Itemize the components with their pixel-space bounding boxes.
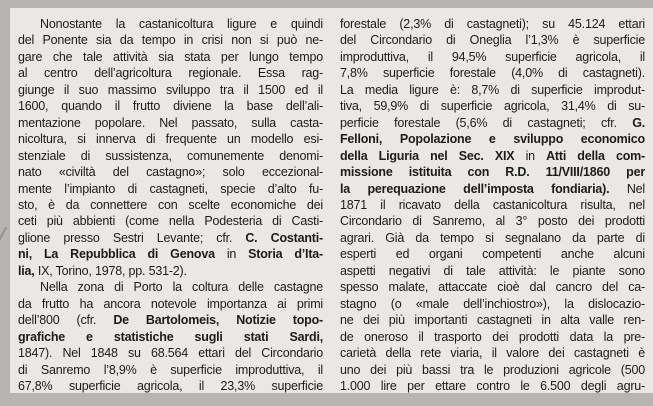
text-line <box>340 181 645 197</box>
text-line <box>340 49 645 65</box>
body-text: di Sanremo l’8,9% è superficie improduttiva, il <box>18 362 323 377</box>
text-line <box>18 263 323 279</box>
body-text: Nonostante la castanicoltura ligure e quindi <box>40 17 323 31</box>
body-text: uno dei più bassi tra le produzioni agricole (500 <box>340 362 645 377</box>
text-line <box>18 131 323 147</box>
body-text: tiva, 59,9% di superficie agricola, 31,4% di su- <box>340 99 645 114</box>
body-text: agrari. Già da tempo si segnalano da parte di <box>340 230 645 245</box>
text-line <box>340 378 645 394</box>
text-line <box>18 345 323 361</box>
body-text: in <box>514 148 547 163</box>
text-column-left <box>18 16 323 393</box>
body-text: gare che tale attività sia stata per lungo tempo <box>18 49 323 64</box>
text-line <box>340 246 645 262</box>
body-text: da frutto ha ancora notevole importanza ai primi <box>18 296 323 311</box>
two-column-text-block <box>18 16 645 393</box>
text-line <box>340 65 645 81</box>
text-line <box>18 49 323 65</box>
body-text: spesso malate, attaccate cioè dal cancro del ca- <box>340 280 645 295</box>
text-line <box>18 181 323 197</box>
bold-citation-text: missione istituita con R.D. 11/VIII/1860 per <box>340 165 645 180</box>
text-line <box>340 296 645 312</box>
text-line <box>340 312 645 328</box>
body-text: aspetti negativi di tale attività: le piante sono <box>340 263 645 278</box>
body-text: dell’800 (cfr. <box>18 313 114 328</box>
bold-citation-text: Storia d’Ita- <box>248 247 323 262</box>
text-line <box>18 16 323 32</box>
body-text: in <box>214 247 249 262</box>
body-text: Nel <box>609 181 645 196</box>
body-text: Nella zona di Porto la coltura delle castagne <box>40 280 323 295</box>
body-text: de oneroso il trasporto dei prodotti data la pre- <box>340 329 645 344</box>
body-text: del Circondario di Oneglia l’1,3% è superficie <box>340 33 645 48</box>
bold-citation-text: lia, <box>18 263 35 278</box>
body-text: perficie forestale (5,6% di castagneti; cfr. <box>340 115 633 130</box>
text-line <box>340 16 645 32</box>
text-line <box>340 131 645 147</box>
text-line <box>18 329 323 345</box>
bold-citation-text: Felloni, Popolazione e sviluppo economico <box>340 132 645 147</box>
text-line <box>18 213 323 229</box>
body-text: giunge il suo massimo sviluppo tra il 1500 ed il <box>18 82 323 97</box>
text-line <box>340 32 645 48</box>
text-line <box>18 378 323 394</box>
text-line <box>340 345 645 361</box>
bold-citation-text: Atti della com- <box>546 148 645 163</box>
text-line <box>18 230 323 246</box>
bold-citation-text: C. Costanti- <box>245 230 323 245</box>
text-line <box>340 148 645 164</box>
text-line <box>18 197 323 213</box>
body-text: mentazione popolare. Nel passato, sulla casta- <box>18 115 323 130</box>
bold-citation-text: ni, La Repubblica di Genova <box>18 247 215 262</box>
body-text: al centro dell’agricoltura regionale. Essa rag- <box>18 66 323 81</box>
body-text: Circondario di Sanremo, al 3° posto dei prodotti <box>340 214 645 229</box>
text-line <box>340 329 645 345</box>
bold-citation-text: grafiche e statistiche sugli stati Sardi, <box>18 329 323 344</box>
text-line <box>18 362 323 378</box>
body-text: esperti ed organi competenti anche alcuni <box>340 247 645 262</box>
body-text: forestale (2,3% di castagneti); su 45.124 ettari <box>340 17 645 31</box>
body-text: mente l’impianto di castagneti, specie d’alto fu- <box>18 181 323 196</box>
text-line <box>340 115 645 131</box>
text-line <box>340 230 645 246</box>
bold-citation-text: la perequazione dell’imposta fondiaria). <box>340 181 610 196</box>
text-line <box>340 279 645 295</box>
bold-citation-text: De Bartolomeis, Notizie topo- <box>113 313 323 328</box>
body-text: del Ponente sia da tempo in crisi non si può ne- <box>18 33 323 48</box>
body-text: nicoltura, si innerva di frequente un modello esi- <box>18 132 323 147</box>
text-line <box>340 213 645 229</box>
body-text: 1847). Nel 1848 su 68.564 ettari del Circondario <box>18 346 323 361</box>
body-text: 7,8% superficie forestale (4,0% di castagneti). <box>340 66 645 81</box>
text-line <box>18 246 323 262</box>
text-line <box>18 82 323 98</box>
text-line <box>18 65 323 81</box>
text-column-right <box>340 16 645 393</box>
body-text: ceti più abbienti (come nella Podesteria di Casti- <box>18 214 323 229</box>
text-line <box>18 32 323 48</box>
body-text: 1.000 lire per ettare contro le 6.500 degli agru- <box>340 378 645 393</box>
body-text: 67,8% superficie agricola, il 23,3% superficie <box>18 378 323 393</box>
body-text: 1871 il ricavato della castanicoltura risulta, nel <box>340 197 645 212</box>
body-text: improduttiva, il 94,5% superficie agricola, il <box>340 49 645 64</box>
scanned-page <box>10 8 653 393</box>
text-line <box>340 98 645 114</box>
text-line <box>18 98 323 114</box>
body-text: stagno (o «male dell’inchiostro»), la dislocazio- <box>340 296 645 311</box>
body-text: sto, è da connettere con scelte economiche dei <box>18 197 323 212</box>
body-text: carietà della rete viaria, il valore dei castagneti è <box>340 346 645 361</box>
body-text: glione presso Sestri Levante; cfr. <box>18 230 246 245</box>
bold-citation-text: G. <box>632 115 645 130</box>
bold-citation-text: della Liguria nel Sec. XIX <box>340 148 515 163</box>
text-line <box>18 296 323 312</box>
text-line <box>340 263 645 279</box>
body-text: IX, Torino, 1978, pp. 531-2). <box>34 263 187 278</box>
text-line <box>18 279 323 295</box>
text-line <box>340 82 645 98</box>
text-line <box>340 197 645 213</box>
text-line <box>340 362 645 378</box>
text-line <box>340 164 645 180</box>
body-text: nato «civiltà del castagno»; solo eccezional- <box>18 165 323 180</box>
stray-scan-mark <box>0 227 7 244</box>
text-line <box>18 115 323 131</box>
text-line <box>18 312 323 328</box>
text-line <box>18 148 323 164</box>
body-text: La media ligure è: 8,7% di superficie improdut- <box>340 82 645 97</box>
body-text: ne dei più importanti castagneti in alta valle ren- <box>340 313 645 328</box>
text-line <box>18 164 323 180</box>
body-text: stenziale di sussistenza, comunemente denomi- <box>18 148 323 163</box>
body-text: 1600, quando il frutto diviene la base dell’ali- <box>18 99 323 114</box>
